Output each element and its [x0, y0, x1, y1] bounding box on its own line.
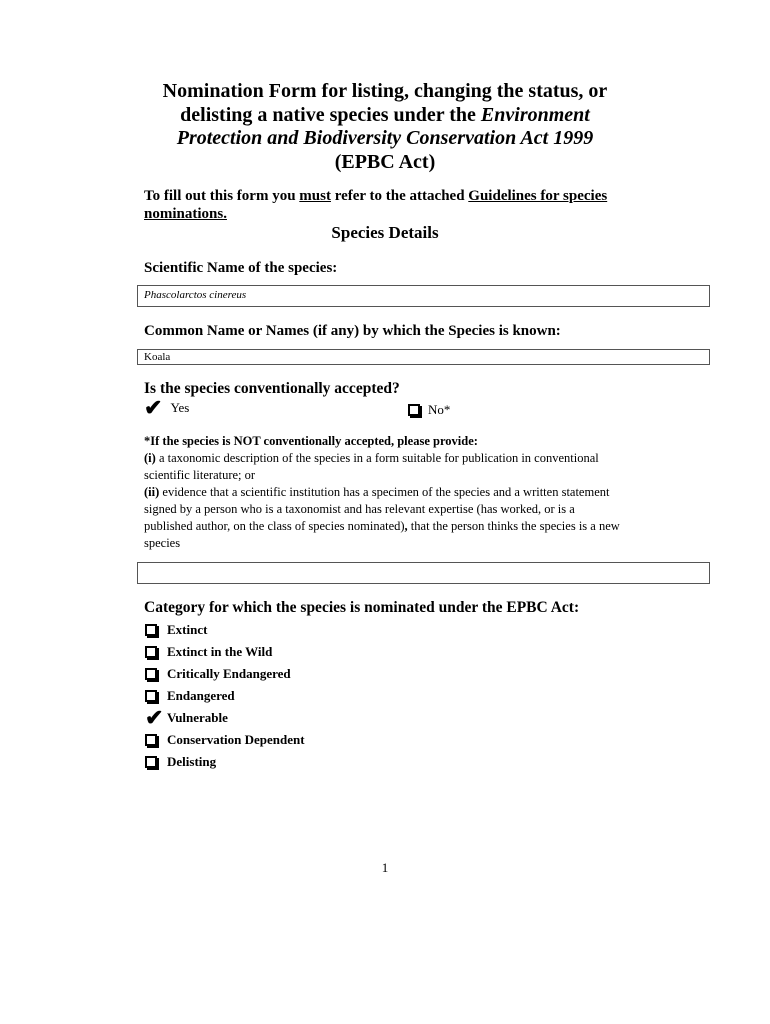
- category-question: Category for which the species is nominated under the EPBC Act:: [144, 599, 580, 616]
- no-label: No*: [428, 402, 451, 417]
- scientific-name-label: Scientific Name of the species:: [144, 260, 338, 276]
- checkmark-icon: ✔: [145, 705, 164, 730]
- accepted-yes-option[interactable]: [144, 397, 189, 419]
- title-act-name: Protection and Biodiversity Conservation Act 1999: [176, 127, 594, 149]
- note-item-1-text: a taxonomic description of the species in a form suitable for publication in conventional scientific literature; or: [144, 451, 599, 482]
- category-option-conservation-dependent[interactable]: [145, 729, 305, 751]
- checkbox-icon: [145, 646, 157, 658]
- category-option-endangered[interactable]: [145, 685, 305, 707]
- category-marker-critically-endangered: [145, 668, 167, 680]
- title-line-2-italic: Environment: [480, 103, 590, 126]
- note-item-1: [144, 450, 624, 484]
- scientific-name-field[interactable]: [137, 285, 710, 307]
- guidelines-link[interactable]: Guidelines for species nominations.: [144, 188, 608, 222]
- not-accepted-note: [144, 433, 624, 552]
- category-label-extinct: Extinct: [167, 622, 208, 637]
- yes-label: Yes: [170, 400, 190, 415]
- note-item-2-tail: that the person thinks the species is a new species: [144, 519, 620, 550]
- category-label-critically-endangered: Critically Endangered: [167, 666, 291, 681]
- category-label-conservation-dependent: Conservation Dependent: [167, 732, 305, 747]
- category-option-delisting[interactable]: [145, 751, 305, 773]
- title-line-2: [140, 104, 630, 128]
- category-marker-extinct: [145, 624, 167, 636]
- common-name-field[interactable]: [137, 349, 710, 365]
- category-label-delisting: Delisting: [167, 754, 217, 769]
- category-label-extinct-in-the-wild: Extinct in the Wild: [167, 644, 273, 659]
- title-line-3: [140, 127, 630, 151]
- common-name-label: Common Name or Names (if any) by which the Species is known:: [144, 323, 561, 339]
- category-option-critically-endangered[interactable]: [145, 663, 305, 685]
- page-number: 1: [381, 860, 389, 875]
- note-item-2-text: evidence that a scientific institution has a specimen of the species and a written statement signed by a person who is a taxonomist and has relevant expertise (has worked, or is a published author, on the class of species nominated): [144, 485, 610, 533]
- title-line-1: Nomination Form for listing, changing the status, or: [162, 80, 608, 102]
- checkbox-icon: [145, 756, 157, 768]
- common-name-value: Koala: [144, 351, 171, 363]
- instructions-part-2: refer to the attached: [330, 188, 469, 204]
- checkmark-icon: ✔: [144, 395, 163, 420]
- instructions-must: must: [299, 188, 331, 204]
- category-label-vulnerable: Vulnerable: [167, 710, 228, 725]
- category-marker-vulnerable: [145, 707, 167, 729]
- section-heading: Species Details: [331, 223, 439, 242]
- category-marker-endangered: [145, 690, 167, 702]
- category-option-vulnerable[interactable]: [145, 707, 305, 729]
- note-item-2-marker: (ii): [144, 485, 160, 499]
- note-item-2-comma: ,: [404, 519, 408, 533]
- category-marker-conservation-dependent: [145, 734, 167, 746]
- note-heading: *If the species is NOT conventionally accepted, please provide:: [144, 434, 478, 448]
- checkbox-icon: [145, 734, 157, 746]
- category-option-extinct[interactable]: [145, 619, 305, 641]
- title-line-4: (EPBC Act): [334, 150, 436, 173]
- category-options: [145, 619, 305, 773]
- checkbox-icon: [408, 404, 420, 416]
- instructions: [144, 187, 624, 223]
- category-option-extinct-in-the-wild[interactable]: [145, 641, 305, 663]
- checkbox-icon: [145, 690, 157, 702]
- instructions-part-1: To fill out this form you: [144, 188, 300, 204]
- note-item-1-marker: (i): [144, 451, 156, 465]
- note-item-2: [144, 484, 624, 552]
- accepted-question: Is the species conventionally accepted?: [144, 380, 400, 397]
- checkbox-icon: [145, 624, 157, 636]
- category-marker-extinct-in-the-wild: [145, 646, 167, 658]
- category-label-endangered: Endangered: [167, 688, 235, 703]
- title-line-2-prefix: delisting a native species under the: [180, 103, 481, 126]
- accepted-no-option[interactable]: [408, 402, 450, 418]
- scientific-name-value: Phascolarctos cinereus: [144, 289, 247, 301]
- not-accepted-response-field[interactable]: [137, 562, 710, 584]
- category-marker-delisting: [145, 756, 167, 768]
- checkbox-icon: [145, 668, 157, 680]
- form-title: [140, 80, 630, 174]
